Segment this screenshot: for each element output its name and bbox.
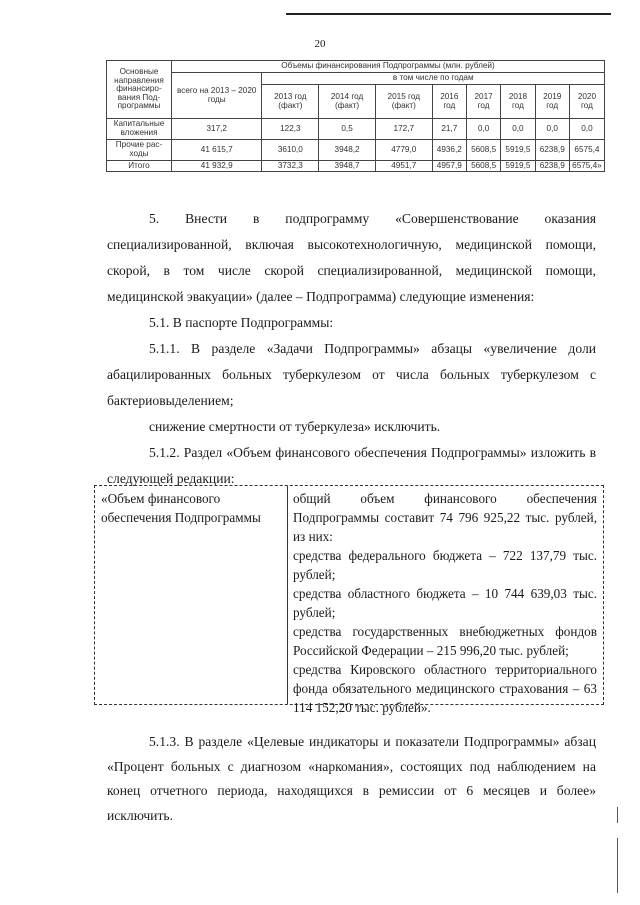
cell: 3732,3 [262,161,319,172]
volume-header: Объемы финансирования Подпрограммы (млн. рублей) [172,61,605,73]
margin-mark [617,838,618,893]
cell: 5919,5 [501,140,535,161]
cell: 122,3 [262,119,319,140]
cell: 6575,4» [569,161,604,172]
financing-table [106,60,605,172]
cell: 3948,7 [319,161,376,172]
funding-box-label: «Объем финансового обеспечения Подпрограммы [95,486,288,704]
by-year-header: в том числе по годам [262,73,605,85]
top-rule [286,13,611,15]
year-header: 2018 год [501,85,535,119]
cell: 4957,9 [432,161,466,172]
funding-box-content [288,486,603,715]
cell: 6238,9 [535,161,569,172]
cell: 172,7 [375,119,432,140]
margin-mark [617,807,618,823]
page-number: 20 [314,38,326,50]
table-row [107,119,605,140]
cell: 0,0 [569,119,604,140]
table-row [107,161,605,172]
cell: 0,5 [319,119,376,140]
paragraph-5-1-1: 5.1.1. В разделе «Задачи Подпрограммы» абзацы «увеличение доли абацилированных больных туберкулезом от числа больных туберкулезом с бактериовыделением; [107,341,596,408]
cell: 4936,2 [432,140,466,161]
cell: 0,0 [535,119,569,140]
cell: 3948,2 [319,140,376,161]
paragraph-5-1-1-cont: снижение смертности от туберкулеза» исключить. [149,419,441,434]
row-label: Капитальные вложения [107,119,172,140]
paragraph-5-1-3: 5.1.3. В разделе «Целевые индикаторы и показатели Подпрограммы» абзац «Процент больных с диагнозом «наркомания», состоящих под наблюдением на конец отчетного периода, находящихся в ремиссии от 6 месяцев и более» исключить. [107,734,596,823]
funding-line: общий объем финансового обеспечения Подпрограммы составит 74 796 925,22 тыс. рублей, из них: [293,491,597,544]
cell: 0,0 [466,119,500,140]
cell: 0,0 [501,119,535,140]
cell: 4779,0 [375,140,432,161]
funding-line: средства областного бюджета – 10 744 639,03 тыс. рублей; [293,586,597,620]
year-header: 2020 год [569,85,604,119]
cell: 4951,7 [375,161,432,172]
funding-line: средства федерального бюджета – 722 137,79 тыс. рублей; [293,548,597,582]
paragraph-5-1: 5.1. В паспорте Подпрограммы: [149,315,334,330]
row-total: 41 932,9 [172,161,262,172]
cell: 5608,5 [466,140,500,161]
row-total: 41 615,7 [172,140,262,161]
cell: 5608,5 [466,161,500,172]
paragraph-5: 5. Внести в подпрограмму «Совершенствование оказания специализированной, включая высокотехнологичную, медицинской помощи, скорой, в том числе скорой специализированной, медицинской помощи, медицинской эвакуации» (далее – Подпрограмма) следующие изменения: [107,211,596,304]
funding-line: средства Кировского областного территориального фонда обязательного медицинского страхования – 63 114 152,20 тыс. рублей». [293,662,597,715]
cell: 5919,5 [501,161,535,172]
table-row [107,140,605,161]
cell: 6575,4 [569,140,604,161]
cell: 21,7 [432,119,466,140]
year-header: 2019 год [535,85,569,119]
col-label-header: Основные направления финансиро-вания Под-программы [107,61,172,119]
year-header: 2016 год [432,85,466,119]
paragraph-5-1-2: 5.1.2. Раздел «Объем финансового обеспечения Подпрограммы» изложить в следующей редакции: [107,445,596,486]
total-header: всего на 2013 – 2020 годы [172,73,262,119]
row-label: Прочие рас-ходы [107,140,172,161]
row-label: Итого [107,161,172,172]
row-total: 317,2 [172,119,262,140]
year-header: 2013 год (факт) [262,85,319,119]
year-header: 2015 год (факт) [375,85,432,119]
funding-line: средства государственных внебюджетных фондов Российской Федерации – 215 996,20 тыс. рублей; [293,624,597,658]
year-header: 2014 год (факт) [319,85,376,119]
cell: 6238,9 [535,140,569,161]
year-header: 2017 год [466,85,500,119]
funding-box [94,485,604,715]
cell: 3610,0 [262,140,319,161]
